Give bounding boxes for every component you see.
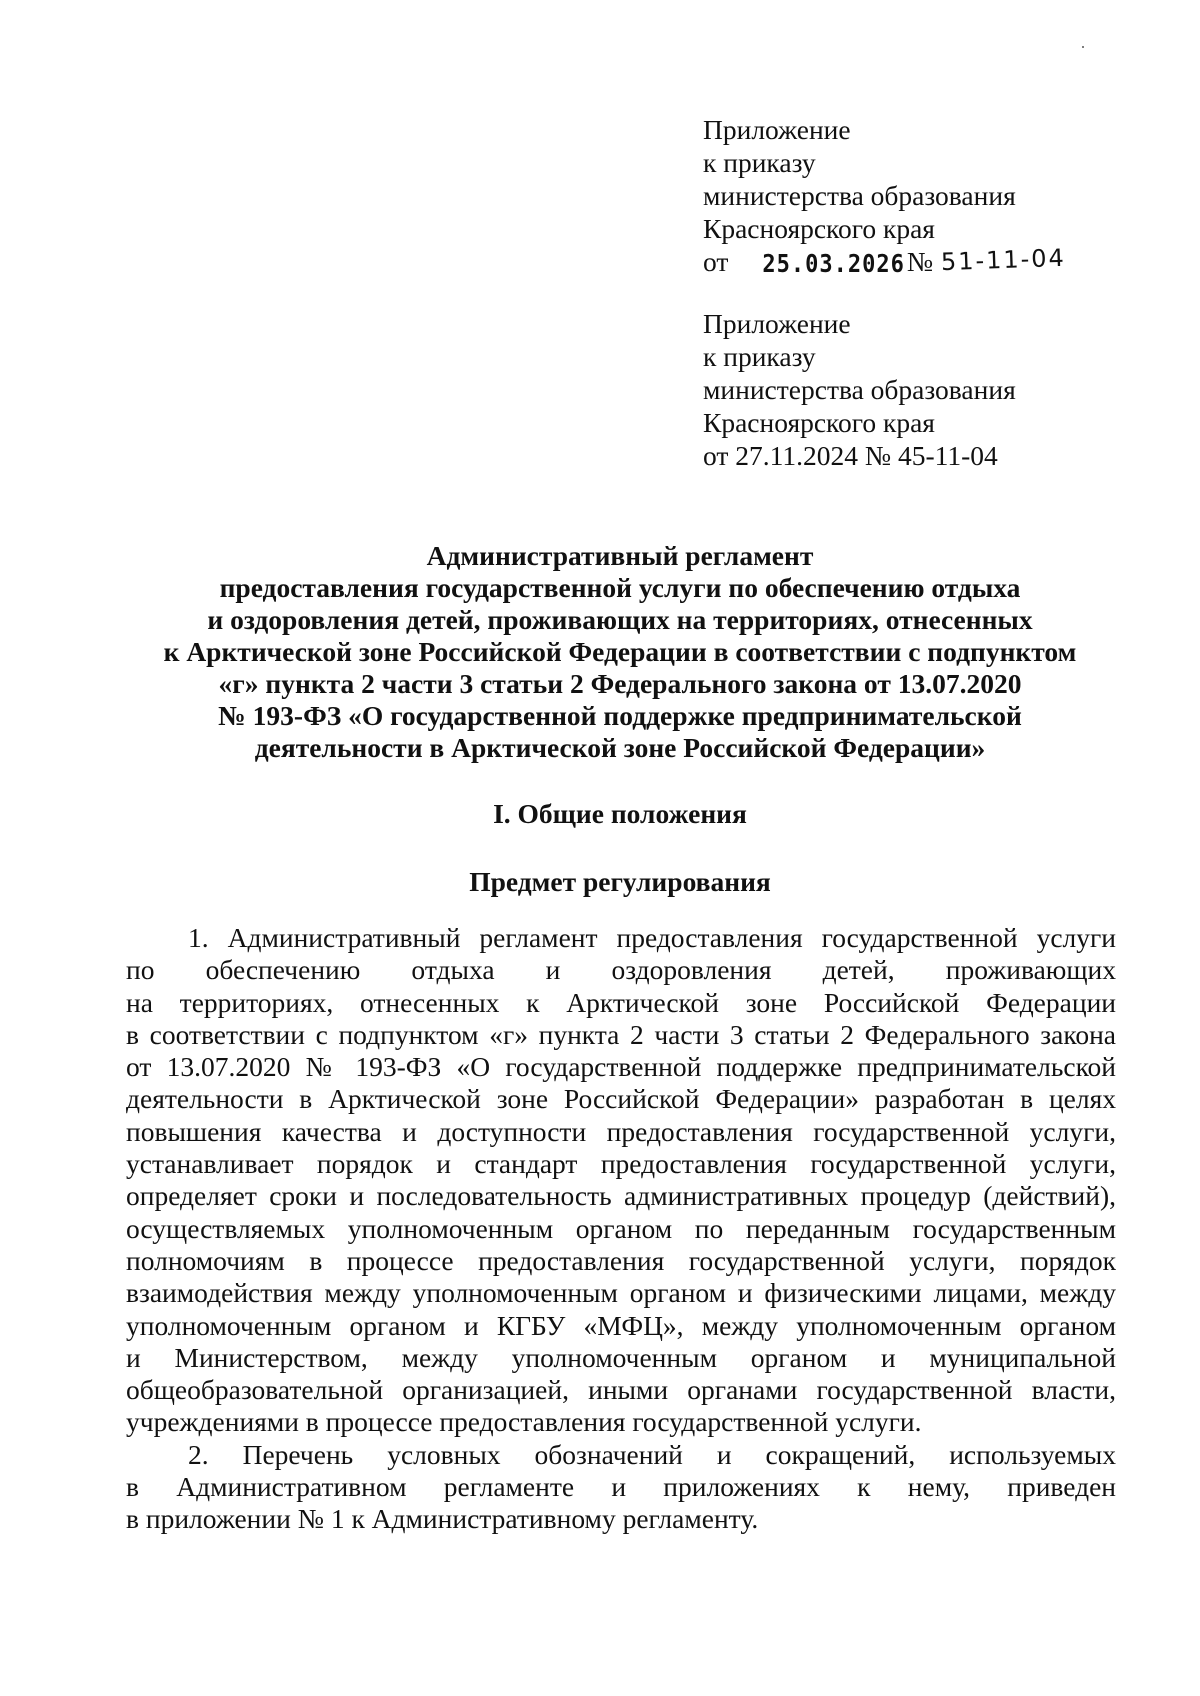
scan-speck	[1082, 46, 1084, 48]
from-label: от	[703, 246, 729, 277]
text-line: уполномоченным органом и КГБУ «МФЦ», между уполномоченным органом	[126, 1309, 1116, 1341]
text-line: повышения качества и доступности предоставления государственной услуги,	[126, 1115, 1116, 1147]
annex-line: Красноярского края	[703, 213, 935, 244]
text-line: 2. Перечень условных обозначений и сокращений, используемых	[188, 1438, 1116, 1470]
document-title	[140, 540, 1100, 764]
text-line: в соответствии с подпунктом «г» пункта 2 части 3 статьи 2 Федерального закона	[126, 1018, 1116, 1050]
annex-line: от 27.11.2024 № 45-11-04	[703, 440, 998, 471]
title-line: деятельности в Арктической зоне Российской Федерации»	[254, 732, 986, 763]
section-heading: I. Общие положения	[493, 798, 747, 829]
text-line: деятельности в Арктической зоне Российской Федерации» разработан в целях	[126, 1083, 1116, 1115]
annex-line: к приказу	[703, 147, 816, 178]
title-line: к Арктической зоне Российской Федерации в соответствии с подпунктом	[163, 636, 1077, 667]
annex-line: к приказу	[703, 341, 816, 372]
title-line: № 193-ФЗ «О государственной поддержке предпринимательской	[218, 700, 1022, 731]
section-subheading: Предмет регулирования	[469, 866, 771, 897]
text-line: учреждениями в процессе предоставления государственной услуги.	[126, 1406, 922, 1438]
annex-block-current	[703, 113, 1066, 281]
text-line: полномочиям в процессе предоставления государственной услуги, порядок	[126, 1244, 1116, 1276]
title-line: «г» пункта 2 части 3 статьи 2 Федерального закона от 13.07.2020	[218, 668, 1022, 699]
paragraph-1	[126, 922, 1116, 1439]
text-line: устанавливает порядок и стандарт предоставления государственной услуги,	[126, 1148, 1116, 1180]
annex-line: министерства образования	[703, 374, 1016, 405]
text-line: осуществляемых уполномоченным органом по переданным государственным	[126, 1212, 1116, 1244]
number-sign: №	[906, 246, 934, 277]
text-line: от 13.07.2020 № 193-ФЗ «О государственной поддержке предпринимательской	[126, 1051, 1116, 1083]
text-line: в Административном регламенте и приложениях к нему, приведен	[126, 1471, 1116, 1503]
annex-block-previous	[703, 307, 1016, 472]
annex-line: Красноярского края	[703, 407, 935, 438]
handwritten-order-number: 51-11-04	[940, 243, 1067, 277]
text-line: и Министерством, между уполномоченным органом и муниципальной	[126, 1341, 1116, 1373]
annex-line: министерства образования	[703, 180, 1016, 211]
annex-line: Приложение	[703, 114, 851, 145]
text-line: по обеспечению отдыха и оздоровления детей, проживающих	[126, 954, 1116, 986]
text-line: взаимодействия между уполномоченным органом и физическими лицами, между	[126, 1277, 1116, 1309]
text-line: 1. Административный регламент предоставления государственной услуги	[188, 922, 1116, 953]
title-line: Административный регламент	[426, 540, 814, 571]
annex-line: Приложение	[703, 308, 851, 339]
title-line: и оздоровления детей, проживающих на территориях, отнесенных	[207, 604, 1033, 635]
text-line: определяет сроки и последовательность административных процедур (действий),	[126, 1180, 1116, 1212]
annex-date-line	[703, 245, 1066, 281]
text-line: в приложении № 1 к Административному регламенту.	[126, 1503, 759, 1535]
body-text	[126, 922, 1116, 1536]
text-line: общеобразовательной организацией, иными органами государственной власти,	[126, 1374, 1116, 1406]
paragraph-2	[126, 1439, 1116, 1536]
text-line: на территориях, отнесенных к Арктической зоне Российской Федерации	[126, 986, 1116, 1018]
title-line: предоставления государственной услуги по обеспечению отдыха	[219, 572, 1021, 603]
stamped-date: 25.03.2026	[762, 250, 905, 279]
